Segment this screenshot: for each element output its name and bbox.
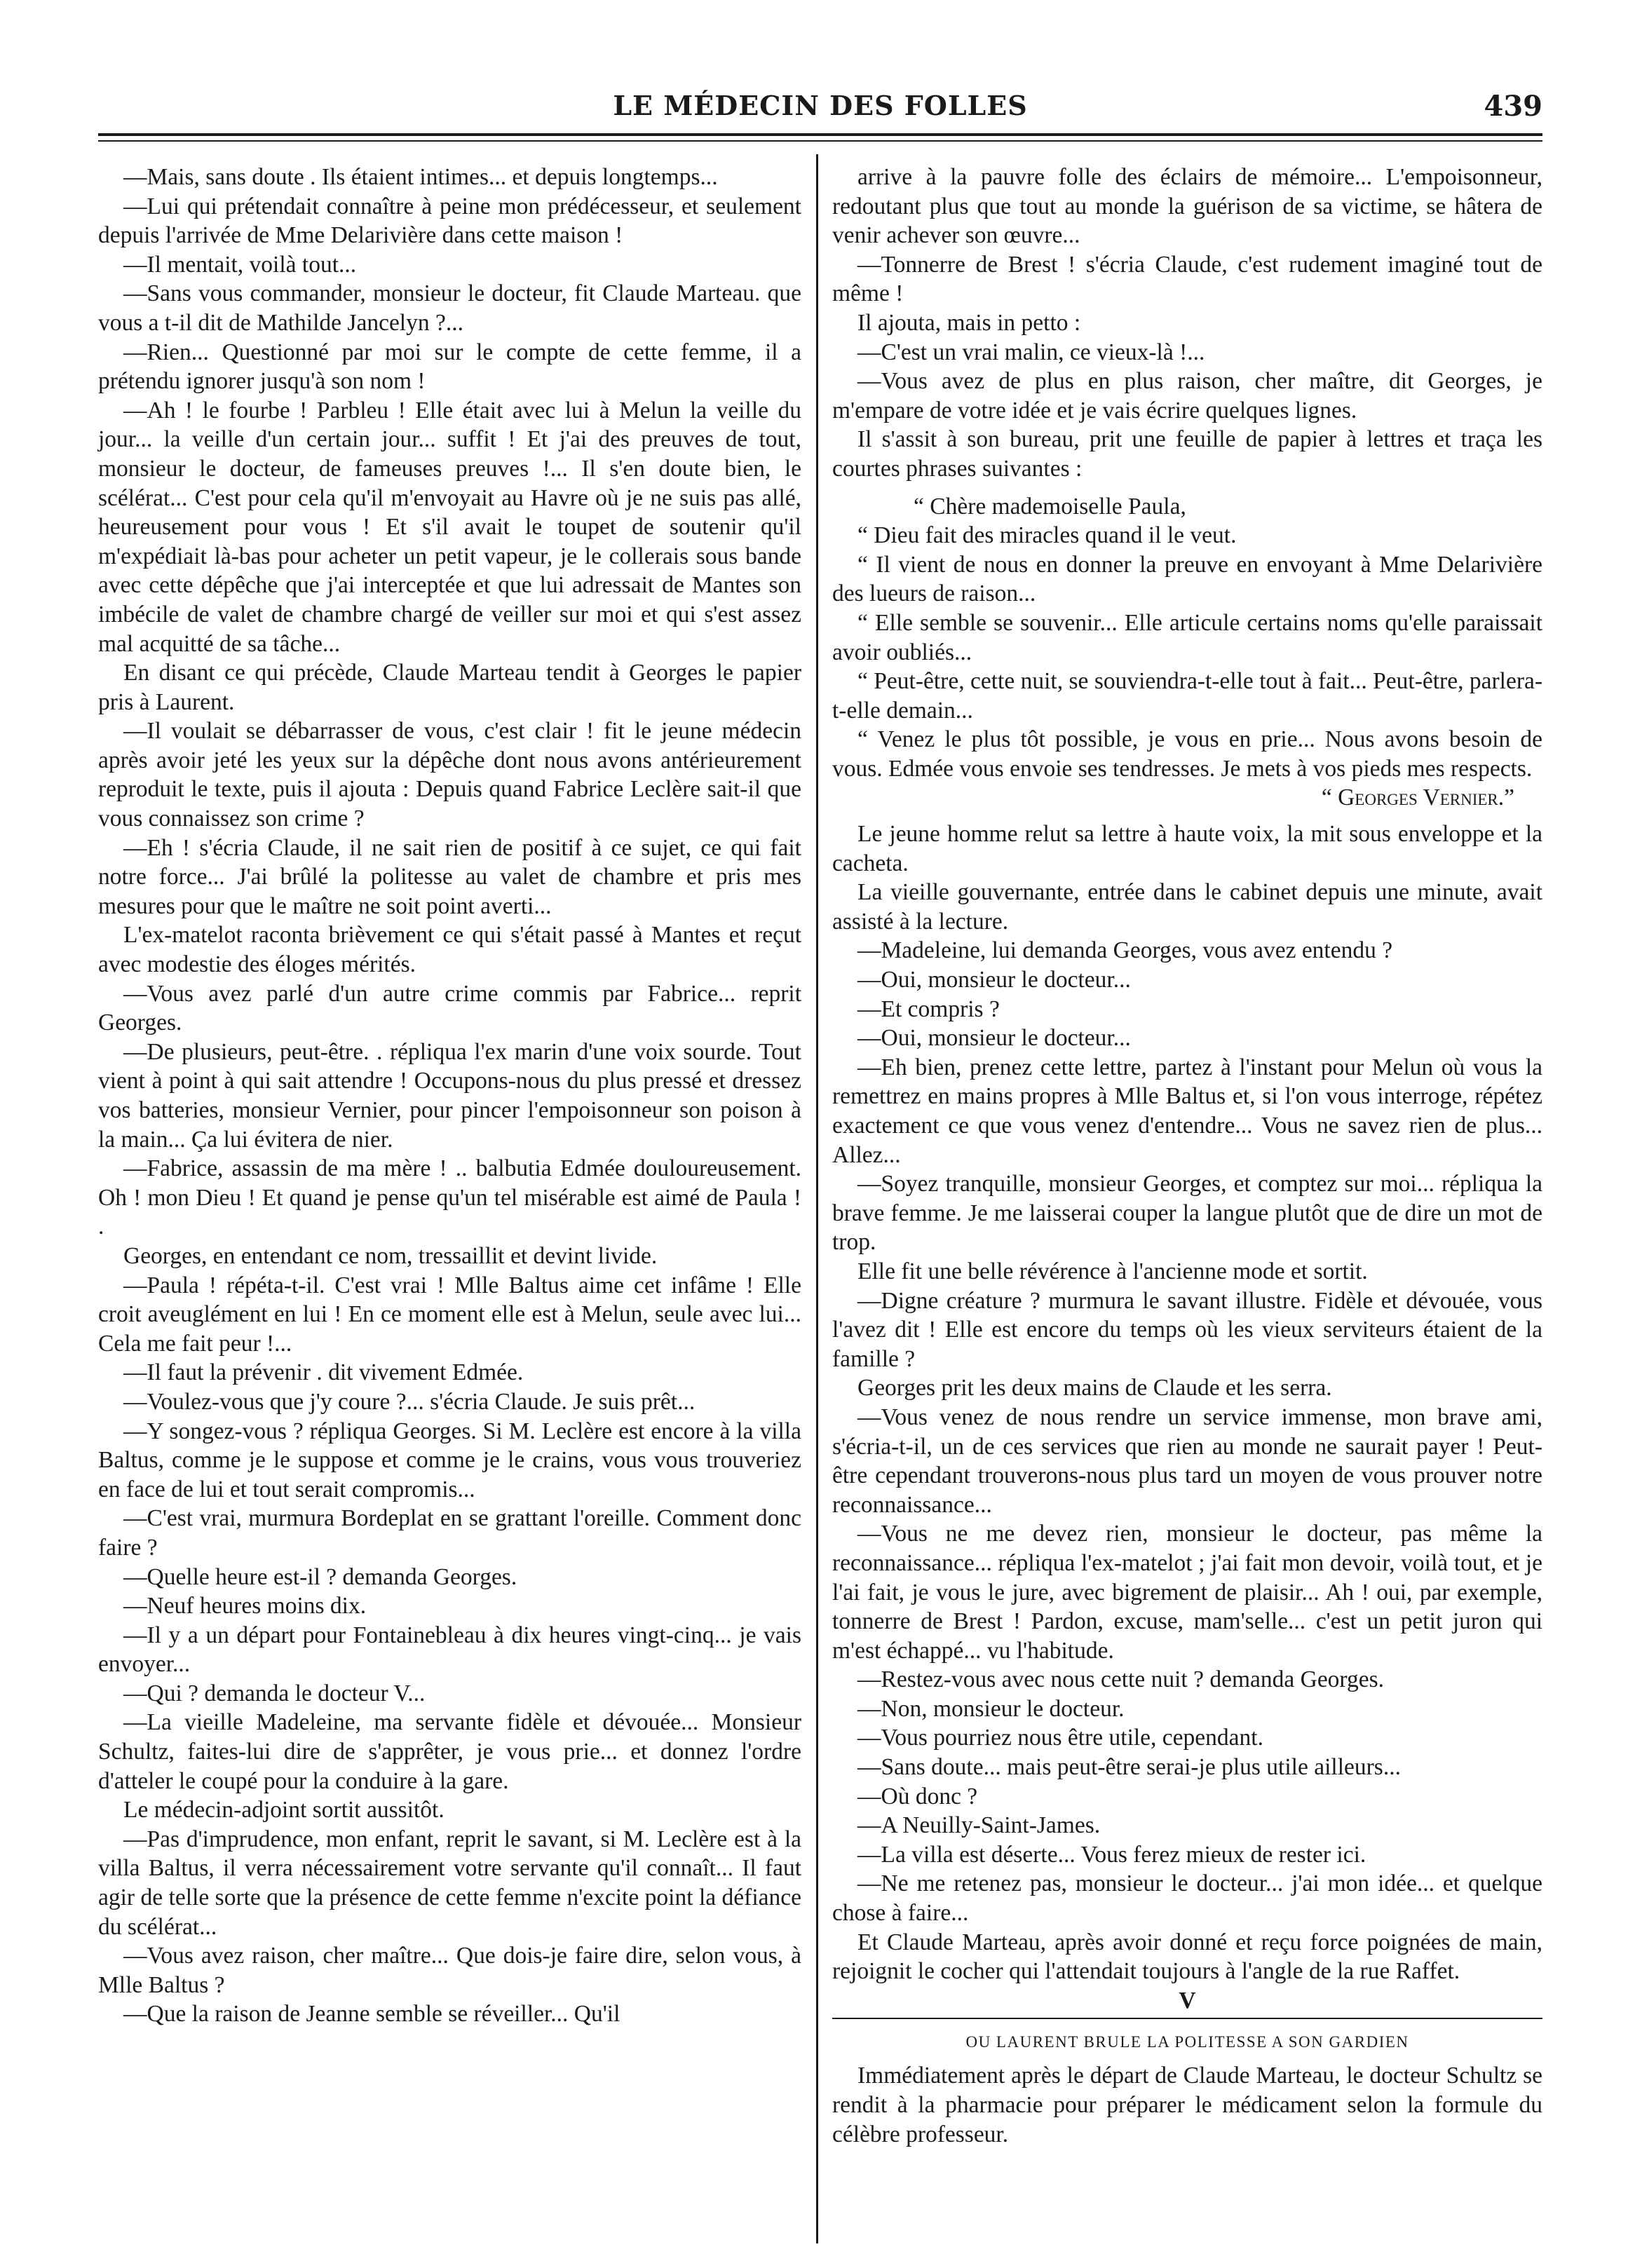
chapter-number: V <box>1179 1987 1196 2014</box>
paragraph: —De plusieurs, peut-être. . répliqua l'ex marin d'une voix sourde. Tout vient à point à qui sait attendre ! Occupons-nous du plus pressé et dressez vos batteries, monsieur Vernier, pour pincer l'empoisonneur son poison à la main... Ça lui évitera de nier. <box>98 1038 801 1153</box>
paragraph: —Pas d'imprudence, mon enfant, reprit le savant, si M. Leclère est à la villa Baltus, il verra nécessairement votre servante qu'il connaît... Il faut agir de telle sorte que la présence de cette femme n'excite point la défiance du scélérat... <box>98 1826 801 1940</box>
paragraph: —Vous ne me devez rien, monsieur le docteur, pas même la reconnaissance... répliqua l'ex-matelot ; j'ai fait mon devoir, voilà tout, et je l'ai fait, je vous le jure, avec bigrement de plaisir... Ah ! oui, par exemple, tonnerre de Brest ! Pardon, excuse, mam'selle... c'est un petit juron qui m'est échappé... vu l'habitude. <box>832 1521 1542 1664</box>
running-title: LE MÉDECIN DES FOLLES <box>613 90 1028 121</box>
right-column-text-a <box>832 163 1542 484</box>
letter-signature: “ Georges Vernier.” <box>1321 785 1514 811</box>
left-column <box>98 163 801 2029</box>
right-column-text-c <box>832 2061 1542 2149</box>
paragraph: Immédiatement après le départ de Claude Marteau, le docteur Schultz se rendit à la pharmacie pour préparer le médicament selon la formule du célèbre professeur. <box>832 2063 1542 2147</box>
page-number: 439 <box>1484 90 1542 123</box>
paragraph: —Il voulait se débarrasser de vous, c'est clair ! fit le jeune médecin après avoir jeté les yeux sur la dépêche dont nous avons antérieurement reproduit le texte, puis il ajouta : Depuis quand Fabrice Leclère sait-il que vous connaissez son crime ? <box>98 718 801 832</box>
letter-line: “ Dieu fait des miracles quand il le veut. <box>857 522 1237 549</box>
paragraph: —Sans doute... mais peut-être serai-je plus utile ailleurs... <box>857 1754 1401 1781</box>
letter-line: “ Peut-être, cette nuit, se souviendra-t-elle tout à fait... Peut-être, parlera-t-elle demain... <box>832 668 1542 724</box>
paragraph: Elle fit une belle révérence à l'ancienne mode et sortit. <box>857 1258 1368 1284</box>
paragraph: Le médecin-adjoint sortit aussitôt. <box>123 1797 445 1824</box>
paragraph: —Vous venez de nous rendre un service immense, mon brave ami, s'écria-t-il, un de ces services que rien au monde ne saurait payer ! Peut-être cependant trouverons-nous plus tard un moyen de vous prouver notre reconnaissance... <box>832 1404 1542 1518</box>
letter-body <box>832 521 1542 783</box>
paragraph: —Sans vous commander, monsieur le docteur, fit Claude Marteau. que vous a t-il dit de Mathilde Jancelyn ?... <box>98 280 801 336</box>
paragraph: Georges prit les deux mains de Claude et les serra. <box>857 1375 1332 1401</box>
paragraph: —Que la raison de Jeanne semble se réveiller... Qu'il <box>123 2001 620 2028</box>
paragraph: —La villa est déserte... Vous ferez mieux de rester ici. <box>857 1841 1366 1868</box>
header-rule-thin <box>98 140 1542 142</box>
paragraph: —Vous avez raison, cher maître... Que dois-je faire dire, selon vous, à Mlle Baltus ? <box>98 1943 801 1998</box>
paragraph: —Voulez-vous que j'y coure ?... s'écria Claude. Je suis prêt... <box>123 1388 696 1415</box>
letter-line: “ Il vient de nous en donner la preuve en envoyant à Mme Delarivière des lueurs de raison... <box>832 551 1542 607</box>
paragraph: —Ne me retenez pas, monsieur le docteur... j'ai mon idée... et quelque chose à faire... <box>832 1870 1542 1927</box>
paragraph: —Eh bien, prenez cette lettre, partez à l'instant pour Melun où vous la remettrez en mains propres à Mlle Baltus et, si l'on vous interroge, répétez exactement ce que vous venez d'entendre... Vous ne savez rien de plus... Allez... <box>832 1054 1542 1168</box>
paragraph: L'ex-matelot raconta brièvement ce qui s'était passé à Mantes et reçut avec modestie des éloges mérités. <box>98 922 801 978</box>
paragraph: —Non, monsieur le docteur. <box>857 1695 1125 1722</box>
paragraph: La vieille gouvernante, entrée dans le cabinet depuis une minute, avait assisté à la lecture. <box>832 879 1542 935</box>
paragraph: —Mais, sans doute . Ils étaient intimes... et depuis longtemps... <box>123 164 718 190</box>
chapter-title: OU LAURENT BRULE LA POLITESSE A SON GARDIEN <box>965 2033 1409 2051</box>
right-column <box>832 163 1542 2149</box>
paragraph: —Paula ! répéta-t-il. C'est vrai ! Mlle Baltus aime cet infâme ! Elle croit aveuglément en lui ! En ce moment elle est à Melun, seule avec lui... Cela me fait peur !... <box>98 1272 801 1357</box>
paragraph: —Fabrice, assassin de ma mère ! .. balbutia Edmée douloureusement. Oh ! mon Dieu ! Et quand je pense qu'un tel misérable est aimé de Paula ! . <box>98 1155 801 1240</box>
paragraph: —C'est vrai, murmura Bordeplat en se grattant l'oreille. Comment donc faire ? <box>98 1505 801 1561</box>
paragraph: —Restez-vous avec nous cette nuit ? demanda Georges. <box>857 1666 1385 1693</box>
paragraph: —A Neuilly-Saint-James. <box>857 1812 1101 1839</box>
letter-salutation: “ Chère mademoiselle Paula, <box>914 493 1186 520</box>
letter-line: “ Venez le plus tôt possible, je vous en prie... Nous avons besoin de vous. Edmée vous envoie ses tendresses. Je mets à vos pieds mes respects. <box>832 726 1542 782</box>
paragraph: —Il faut la prévenir . dit vivement Edmée. <box>123 1359 524 1386</box>
paragraph: —Quelle heure est-il ? demanda Georges. <box>123 1563 517 1590</box>
paragraph: —Soyez tranquille, monsieur Georges, et comptez sur moi... répliqua la brave femme. Je me laisserai couper la langue plutôt que de dire un mot de trop. <box>832 1171 1542 1256</box>
paragraph: Il s'assit à son bureau, prit une feuille de papier à lettres et traça les courtes phrases suivantes : <box>832 426 1542 482</box>
paragraph: —Oui, monsieur le docteur... <box>857 1025 1131 1052</box>
paragraph: —Qui ? demanda le docteur V... <box>123 1680 426 1706</box>
paragraph: —Tonnerre de Brest ! s'écria Claude, c'est rudement imaginé tout de même ! <box>832 251 1542 307</box>
paragraph: arrive à la pauvre folle des éclairs de mémoire... L'empoisonneur, redoutant plus que tout au monde la guérison de sa victime, se hâtera de venir achever son œuvre... <box>832 164 1542 249</box>
paragraph: —Rien... Questionné par moi sur le compte de cette femme, il a prétendu ignorer jusqu'à son nom ! <box>98 339 801 395</box>
right-column-text-b <box>832 820 1542 1986</box>
paragraph: —Eh ! s'écria Claude, il ne sait rien de positif à ce sujet, ce qui fait notre force... J'ai brûlé la politesse au valet de chambre et pris mes mesures pour que le maître ne soit point averti... <box>98 834 801 919</box>
paragraph: —Oui, monsieur le docteur... <box>857 967 1131 993</box>
paragraph: Georges, en entendant ce nom, tressaillit et devint livide. <box>123 1242 658 1269</box>
paragraph: En disant ce qui précède, Claude Marteau tendit à Georges le papier pris à Laurent. <box>98 660 801 715</box>
letter <box>832 492 1542 813</box>
paragraph: —Digne créature ? murmura le savant illustre. Fidèle et dévouée, vous l'avez dit ! Elle est encore du temps où les vieux serviteurs étaient de la famille ? <box>832 1287 1542 1372</box>
paragraph: —La vieille Madeleine, ma servante fidèle et dévouée... Monsieur Schultz, faites-lui dire de s'apprêter, je vous prie... et donnez l'ordre d'atteler le coupé pour la conduire à la gare. <box>98 1709 801 1794</box>
paragraph: —Il mentait, voilà tout... <box>123 251 357 278</box>
paragraph: —Y songez-vous ? répliqua Georges. Si M. Leclère est encore à la villa Baltus, comme je le suppose et comme je le crains, vous vous trouveriez en face de lui et tout serait compromis... <box>98 1418 801 1502</box>
paragraph: Il ajouta, mais in petto : <box>857 309 1081 336</box>
chapter-rule <box>832 2018 1542 2019</box>
letter-line: “ Elle semble se souvenir... Elle articule certains noms qu'elle paraissait avoir oubliés... <box>832 609 1542 665</box>
paragraph: —Lui qui prétendait connaître à peine mon prédécesseur, et seulement depuis l'arrivée de Mme Delarivière dans cette maison ! <box>98 193 801 249</box>
paragraph: —Et compris ? <box>857 996 1000 1022</box>
paragraph: —Neuf heures moins dix. <box>123 1593 367 1619</box>
paragraph: —Vous avez de plus en plus raison, cher maître, dit Georges, je m'empare de votre idée et je vais écrire quelques lignes. <box>832 368 1542 423</box>
page-header <box>98 90 1542 132</box>
paragraph: —Vous avez parlé d'un autre crime commis par Fabrice... reprit Georges. <box>98 980 801 1036</box>
paragraph: Le jeune homme relut sa lettre à haute voix, la mit sous enveloppe et la cacheta. <box>832 821 1542 876</box>
column-divider <box>816 154 818 2243</box>
paragraph: Et Claude Marteau, après avoir donné et reçu force poignées de main, rejoignit le cocher qui l'attendait toujours à l'angle de la rue Raffet. <box>832 1929 1542 1985</box>
paragraph: —Où donc ? <box>857 1783 978 1809</box>
paragraph: —Il y a un départ pour Fontainebleau à dix heures vingt-cinq... je vais envoyer... <box>98 1622 801 1678</box>
paragraph: —C'est un vrai malin, ce vieux-là !... <box>857 339 1205 365</box>
header-rule <box>98 133 1542 136</box>
paragraph: —Madeleine, lui demanda Georges, vous avez entendu ? <box>857 937 1393 964</box>
paragraph: —Vous pourriez nous être utile, cependant. <box>857 1725 1263 1751</box>
paragraph: —Ah ! le fourbe ! Parbleu ! Elle était avec lui à Melun la veille du jour... la veille d'un certain jour... suffit ! Et j'ai des preuves de tout, monsieur le docteur, de fameuses preuves !... Il s'en doute bien, le scélérat... C'est pour cela qu'il m'envoyait au Havre où je ne suis pas allé, heureusement pour vous ! Et s'il avait le toupet de soutenir qu'il m'expédiait là-bas pour acheter un petit vapeur, je le collerais sous bande avec cette dépêche que j'ai interceptée et que lui adressait de Mantes son imbécile de valet de chambre chargé de veiller sur moi et qui s'est assez mal acquitté de sa tâche... <box>98 397 801 657</box>
